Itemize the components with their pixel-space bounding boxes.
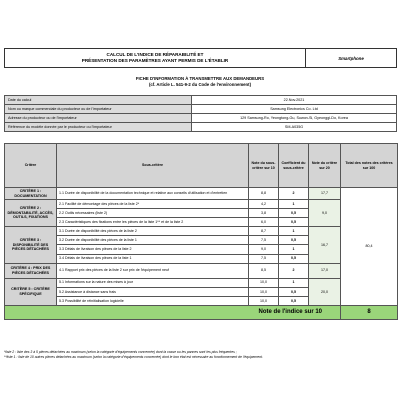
sub-score: 7,5 <box>249 254 279 263</box>
criterion-score: 17,0 <box>309 263 341 278</box>
table-row <box>5 263 398 278</box>
product-type: Smartphone <box>338 55 364 61</box>
criterion-label: CRITÈRE 4 : PRIX DES PIÈCES DÉTACHÉES <box>5 263 57 278</box>
fiche-line2: (cf. Article L. 541-9-2 du Code de l'environnement) <box>148 81 252 87</box>
table-row <box>5 188 398 200</box>
sub-criterion: 3.3 Délais de livraison des pièces de la liste 2 <box>57 245 249 254</box>
info-row-date <box>5 96 397 105</box>
footnote-liste2: *liste 2 : liste des 3 à 5 pièces détachées au maximum (selon la catégorie d'équipements concernée) dont la casse ou les pannes sont les plus fréquentes ; <box>4 350 237 354</box>
sub-coef: 1 <box>279 245 309 254</box>
info-label: Date du calcul <box>5 96 192 105</box>
index-value: 8 <box>341 305 398 319</box>
sub-score: 9,0 <box>249 245 279 254</box>
fiche-line1: FICHE D'INFORMATION À TRANSMETTRE AUX DEMANDEURS <box>135 76 265 81</box>
index-footer-row <box>5 305 398 319</box>
col-header-critere: Critère <box>5 144 57 188</box>
sub-coef: 1 <box>279 200 309 209</box>
table-header-row <box>5 144 398 188</box>
sub-score: 8,8 <box>249 188 279 200</box>
sub-coef: 0,5 <box>279 209 309 218</box>
info-value: 129 Samsung-Ro, Yeongtong-Gu, Suwon-Si, Gyeonggi-Do, Korea <box>192 114 397 123</box>
criterion-label: CRITÈRE 1 : DOCUMENTATION <box>5 188 57 200</box>
criterion-score: 16,7 <box>309 227 341 263</box>
info-value: SM-A035G <box>192 123 397 132</box>
sub-coef: 2 <box>279 263 309 278</box>
info-label: Nom ou marque commerciale du producteur ou de l'importateur <box>5 105 192 114</box>
sub-criterion: 4.1 Rapport prix des pièces de la liste 2 sur prix de l'équipement neuf <box>57 263 249 278</box>
sub-coef: 1 <box>279 278 309 287</box>
sub-criterion: 3.2 Durée de disponibilité des pièces de la liste 1 <box>57 236 249 245</box>
sub-score: 7,5 <box>249 236 279 245</box>
sub-score: 6,0 <box>249 218 279 227</box>
footnotes <box>4 350 397 360</box>
report-title-line2: PRÉSENTATION DES PARAMÈTRES AYANT PERMIS DE L'ÉTABLIR <box>81 58 229 63</box>
sub-criterion: 3.1 Durée de disponibilité des pièces de la liste 2 <box>57 227 249 236</box>
info-value: Samsung Electronics Co. Ltd <box>192 105 397 114</box>
sub-score: 8,7 <box>249 227 279 236</box>
sub-score: 10,0 <box>249 287 279 296</box>
sub-coef: 0,5 <box>279 296 309 305</box>
info-table <box>4 95 397 132</box>
sub-criterion: 5.3 Possibilité de réinitialisation logicielle <box>57 296 249 305</box>
criterion-label: CRITÈRE 5 : CRITÈRE SPÉCIFIQUE <box>5 278 57 305</box>
col-header-note: Note du sous-critère sur 10 <box>249 144 279 188</box>
sub-coef: 2 <box>279 188 309 200</box>
footnote-liste1: **liste 1 : liste de 10 autres pièces détachées au maximum (selon la catégorie d'équipements concernée) dont le bon état est nécessaire au fonctionnement de l'équipement. <box>4 354 263 359</box>
col-header-coef: Coefficient du sous-critère <box>279 144 309 188</box>
info-row-brand <box>5 105 397 114</box>
sub-score: 3,8 <box>249 209 279 218</box>
sub-coef: 0,5 <box>279 287 309 296</box>
sub-score: 10,0 <box>249 278 279 287</box>
report-header <box>4 48 397 68</box>
sub-coef: 0,5 <box>279 254 309 263</box>
info-value: 22.Nov.2021 <box>192 96 397 105</box>
col-header-sous-critere: Sous-critère <box>57 144 249 188</box>
sub-coef: 0,5 <box>279 236 309 245</box>
sub-score: 10,0 <box>249 296 279 305</box>
criterion-score: 17,7 <box>309 188 341 200</box>
table-row <box>5 278 398 287</box>
sub-score: 8,5 <box>249 263 279 278</box>
info-row-model <box>5 123 397 132</box>
fiche-title <box>0 76 400 87</box>
criterion-score: 9,0 <box>309 200 341 227</box>
criterion-score: 20,0 <box>309 278 341 305</box>
sub-criterion: 3.4 Délais de livraison des pièces de la liste 1 <box>57 254 249 263</box>
sub-criterion: 5.2 Assistance à distance sans frais <box>57 287 249 296</box>
table-row <box>5 200 398 209</box>
col-header-note20: Note du critère sur 20 <box>309 144 341 188</box>
report-title-box <box>5 49 306 67</box>
sub-criterion: 2.3 Caractéristiques des fixations entre les pièces de la liste 1** et de la liste 2 <box>57 218 249 227</box>
criterion-label: CRITÈRE 3 : DISPONIBILITÉ DES PIÈCES DÉTACHÉES <box>5 227 57 263</box>
table-row <box>5 227 398 236</box>
info-label: Adresse du producteur ou de l'importateur <box>5 114 192 123</box>
info-label: Référence du modèle donnée par le producteur ou l'importateur <box>5 123 192 132</box>
sub-criterion: 5.1 Informations sur la nature des mises à jour <box>57 278 249 287</box>
sub-criterion: 2.1 Facilité de démontage des pièces de la liste 2* <box>57 200 249 209</box>
sub-coef: 0,5 <box>279 218 309 227</box>
scoring-table <box>4 143 398 320</box>
total-score: 80,4 <box>341 188 398 306</box>
col-header-total: Total des notes des critères sur 100 <box>341 144 398 188</box>
report-title-line1: CALCUL DE L'INDICE DE RÉPARABILITÉ ET <box>106 52 204 58</box>
sub-score: 4,2 <box>249 200 279 209</box>
sub-criterion: 1.1 Durée de disponibilité de la documentation technique et relative aux conseils d'utilisation et d'entretien <box>57 188 249 200</box>
sub-criterion: 2.2 Outils nécessaires (liste 2) <box>57 209 249 218</box>
sub-coef: 1 <box>279 227 309 236</box>
index-label: Note de l'indice sur 10 <box>5 305 341 319</box>
criterion-label: CRITÈRE 2 : DÉMONTABILITÉ, ACCÈS, OUTILS, FIXATIONS <box>5 200 57 227</box>
info-row-address <box>5 114 397 123</box>
